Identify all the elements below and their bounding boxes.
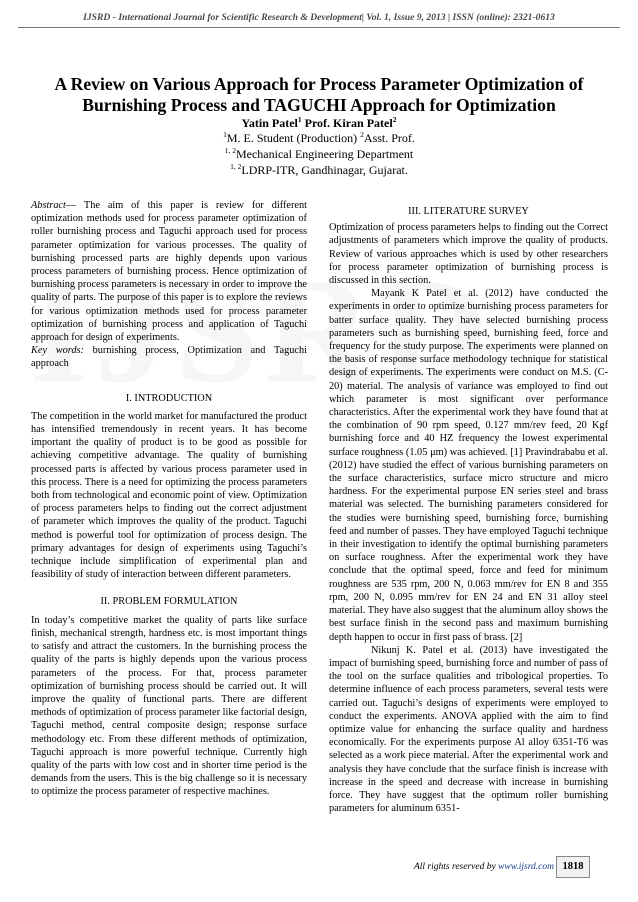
page-number: 1818 — [556, 856, 590, 878]
affil-sup: 1, 2 — [224, 146, 236, 155]
author-1-sup: 1 — [297, 115, 302, 124]
keywords-label: Key words: — [31, 345, 84, 357]
abstract-label: Abstract — [31, 200, 66, 211]
introduction-text: The competition in the world market for manufactured the product has intensified tremendously in recent years. It has become important the quality of product is to be good as possible for achieving competitive advantage. The quality of burnishing processed parts is affected by various process parameter used in this process. There is a need for optimizing the process parameters both from technological and economic point of view. Optimization of process parameters helps to finding out the correct adjustment of parameter which improves the quality of the product. Taguchi method is powerful tool for optimization of process design. The primary advantages for design of experiments using Taguchi’s technique include simplification of experimental plan and feasibility of study of interaction between different parameters. — [31, 410, 307, 581]
section-heading-problem: II. PROBLEM FORMULATION — [100, 596, 238, 608]
affiliation-institute — [0, 163, 638, 178]
problem-text: In today’s competitive market the quality of parts like surface finish, mechanical strength, hardness etc. is most important things to satisfy and attract the customers. In the burnishing process the quality of the parts is highly depends upon the various process parameters of the process. For that, process parameter optimization of burnishing process should be carried out. It will improve the quality of functional parts. There are different methods of optimization of process parameter like factorial design, Taguchi method, central composite design; response surface methodology etc. From these different methods of optimization, Taguchi approach is more powerful technique. Currently high quality of the parts with low cost and in shorter time period is the demands from the users. This is the big challenge so it is necessary to optimize the process parameter of respective machines. — [31, 614, 307, 798]
abstract-dash: — — [65, 200, 84, 211]
affil-text: Mechanical Engineering Department — [235, 147, 414, 161]
abstract — [31, 199, 307, 344]
affiliation-department — [0, 147, 638, 162]
section-heading-introduction: I. INTRODUCTION — [125, 392, 213, 404]
footer-prefix: All rights reserved by — [413, 862, 499, 872]
right-column — [329, 205, 608, 815]
footer-site-link[interactable]: www.ijsrd.com — [498, 862, 554, 872]
paper-title: A Review on Various Approach for Process Parameter Optimization of Burnishing Process and TAGUCHI Approach for Optimization — [54, 74, 584, 115]
author-line — [0, 116, 638, 131]
footer-rights — [414, 862, 554, 872]
author-1-name: Yatin Patel — [241, 116, 298, 130]
affil-sup: 1 — [223, 130, 227, 139]
literature-paragraph-1: Optimization of process parameters helps to finding out the Correct adjustments of parameters which improve the quality of products. Review of various approaches which is used by other researchers for process parameter optimization of burnishing process is discussed in this section. — [329, 222, 608, 287]
abstract-text: The aim of this paper is review for different optimization methods used for process parameter optimization of roller burnishing process and Taguchi approach used for process parameter optimization for various processes. The quality of burnishing processed parts are highly depends upon various process parameters of burnishing process. Hence optimization of burnishing process parameters is necessary in order to improve the quality of parts. The purpose of this paper is to explore the reviews for various optimization methods used for process parameter optimization of burnishing process and application of Taguchi approach for design of experiments. — [31, 200, 308, 344]
affil-text: LDRP-ITR, Gandhinagar, Gujarat. — [241, 163, 408, 177]
journal-header: IJSRD - International Journal for Scientific Research & Development| Vol. 1, Issue 9, 2013 | ISSN (online): 2321-0613 — [83, 12, 555, 23]
literature-paragraph-2: Mayank K Patel et al. (2012) have conducted the experiments in order to optimize burnishing process parameters for batter surface quality. They have selected burnishing process parameters such as burnishing speed, burnishing feed, force and frequency for the study purpose. The experiments were planned on the basis of response surface methodology technique for statistical design of experiments. The experiments were conduct on M.S. (C-20) material. The analysis of variance was employed to find out which parameter is most significant over performance characteristics. After the experimental work they have found that at the combination of 90 rpm speed, 0.127 mm/rev feed, 20 Kgf burnishing force and 40 HZ frequency the lowest experimental surface roughness (1.05 μm) was achieved. [1] Pravindrababu et al. (2012) have studied the effect of various burnishing parameters on the surface characteristics, surface micro structure and micro hardness. For the experimental purpose EN series steel and brass material was selected. The burnishing parameters considered for the studies were burnishing speed, burnishing force, burnishing feed and number of passes. They have employed Taguchi technique in their investigation to identify the optimal burnishing parameters on surface roughness. After the experimental work they have conclude that the optimal speed, force and feed for minimum roughness are 535 rpm, 200 N, 0.063 mm/rev for EN 8 and 355 rpm, 200 N, 0.095 mm/rev for EN 24 and EN 31 alloy steel material. They have also suggest that the aluminum alloy shows the best surface finish in the second pass and maximum burnishing depth happen to occur in first pass of brass. [2] — [329, 288, 608, 643]
affil-text: Asst. Prof. — [363, 131, 415, 145]
keywords-text: burnishing process, Optimization and Taguchi approach — [31, 345, 307, 370]
keywords — [31, 344, 307, 370]
header-divider — [18, 27, 620, 28]
author-2-name: Prof. Kiran Patel — [301, 116, 393, 130]
affil-sup: 2 — [360, 130, 364, 139]
affil-text: M. E. Student (Production) — [226, 131, 361, 145]
literature-paragraph-3: Nikunj K. Patel et al. (2013) have investigated the impact of burnishing speed, burnishing force and number of pass of the tool on the surface qualities and tribological properties. To determine influence of each process parameters, several tests were carried out. Taguchi’s designs of experiments were employed to conduct the experiments. ANOVA applied with the aim to find optimize value for enhancing the surface quality and hardness economically. For the experiments purpose Al alloy 6351-T6 was selected as a work piece material. After the experimental work and analysis they have conclude that the surface finish is increase with increase in the speed and decrease with increase in burnishing force. They have suggest that the optimum roller burnishing parameters for aluminum 6351- — [329, 644, 608, 815]
affil-sup: 1, 2 — [230, 162, 242, 171]
left-column — [31, 199, 307, 799]
section-heading-literature: III. LITERATURE SURVEY — [408, 206, 529, 217]
affiliation-role — [0, 131, 638, 146]
author-2-sup: 2 — [392, 115, 397, 124]
